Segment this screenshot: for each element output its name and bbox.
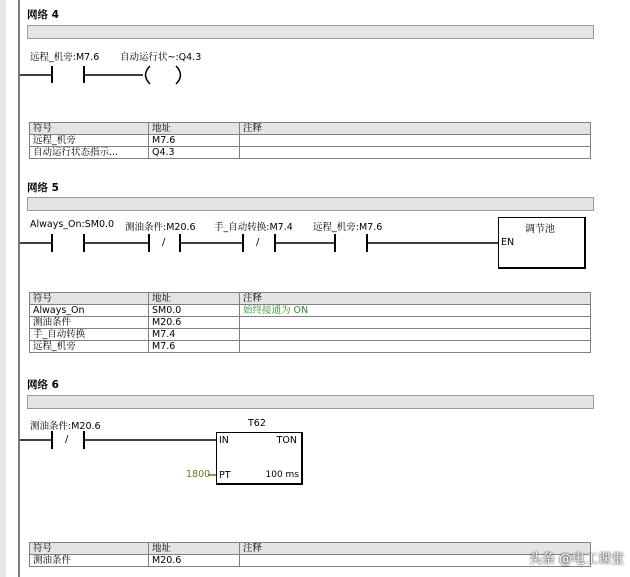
table-row[interactable]: [30, 329, 591, 341]
comment-cell[interactable]: [240, 147, 591, 159]
network-5-comment-bar[interactable]: [27, 197, 594, 211]
timer-pin-in: IN: [219, 435, 229, 446]
symbol-cell[interactable]: 测油条件: [30, 317, 149, 329]
col-header-symbol: 符号: [30, 543, 149, 555]
network-5-title[interactable]: 网络 5: [27, 182, 59, 194]
address-cell[interactable]: M7.6: [149, 135, 240, 147]
col-header-comment: 注释: [240, 293, 591, 305]
col-header-address: 地址: [149, 543, 240, 555]
coil-label-auto-run-status[interactable]: 自动运行状~:Q4.3: [120, 52, 202, 63]
contact-label-remote-local[interactable]: 远程_机旁:M7.6: [30, 52, 100, 63]
contact-label-remote-local[interactable]: 远程_机旁:M7.6: [313, 222, 383, 233]
col-header-comment: 注释: [240, 123, 591, 135]
contact-label-always-on[interactable]: Always_On:SM0.0: [30, 219, 115, 230]
address-cell[interactable]: M7.6: [149, 341, 240, 353]
contact-label-oil-test-condition[interactable]: 测油条件:M20.6: [125, 222, 196, 233]
comment-cell[interactable]: [240, 341, 591, 353]
ton-timer-block[interactable]: [216, 432, 303, 485]
table-row[interactable]: [30, 135, 591, 147]
comment-cell[interactable]: 始终接通为 ON: [240, 305, 591, 317]
network-4-symbol-table: [29, 122, 591, 159]
symbol-cell[interactable]: 远程_机旁: [30, 341, 149, 353]
address-cell[interactable]: Q4.3: [149, 147, 240, 159]
contact-negation-mark: /: [65, 434, 69, 445]
col-header-symbol: 符号: [30, 293, 149, 305]
symbol-cell[interactable]: 手_自动转换: [30, 329, 149, 341]
comment-cell[interactable]: [240, 135, 591, 147]
address-cell[interactable]: M20.6: [149, 317, 240, 329]
timer-preset-value[interactable]: 1800: [186, 469, 211, 480]
network-6-symbol-table: [29, 542, 591, 567]
col-header-address: 地址: [149, 293, 240, 305]
block-pin-en: EN: [501, 237, 515, 248]
address-cell[interactable]: M20.6: [149, 555, 240, 567]
contact-negation-mark: /: [256, 237, 260, 248]
timer-resolution: 100 ms: [265, 470, 299, 480]
table-row[interactable]: [30, 317, 591, 329]
table-row[interactable]: [30, 305, 591, 317]
contact-label-oil-test-condition[interactable]: 测油条件:M20.6: [30, 421, 101, 432]
network-6-title[interactable]: 网络 6: [27, 379, 59, 391]
symbol-cell[interactable]: Always_On: [30, 305, 149, 317]
comment-cell[interactable]: [240, 317, 591, 329]
table-row[interactable]: [30, 147, 591, 159]
address-cell[interactable]: SM0.0: [149, 305, 240, 317]
symbol-cell[interactable]: 测油条件: [30, 555, 149, 567]
col-header-address: 地址: [149, 123, 240, 135]
network-4-title[interactable]: 网络 4: [27, 9, 59, 21]
address-cell[interactable]: M7.4: [149, 329, 240, 341]
subroutine-call-block[interactable]: [498, 217, 586, 269]
col-header-comment: 注释: [240, 543, 591, 555]
table-row[interactable]: [30, 341, 591, 353]
col-header-symbol: 符号: [30, 123, 149, 135]
watermark: 头条 @电工课堂: [528, 552, 624, 567]
contact-label-manual-auto-switch[interactable]: 手_自动转换:M7.4: [214, 222, 293, 233]
timer-pin-pt: PT: [219, 470, 231, 481]
block-name: 调节池: [525, 224, 555, 235]
timer-name[interactable]: T62: [248, 418, 266, 429]
contact-negation-mark: /: [162, 237, 166, 248]
comment-cell[interactable]: [240, 329, 591, 341]
network-4-rung: [20, 66, 181, 84]
network-5-symbol-table: [29, 292, 591, 353]
symbol-cell[interactable]: 自动运行状态指示...: [30, 147, 149, 159]
network-6-comment-bar[interactable]: [27, 395, 594, 409]
table-row[interactable]: [30, 555, 591, 567]
timer-type: TON: [276, 435, 297, 446]
symbol-cell[interactable]: 远程_机旁: [30, 135, 149, 147]
